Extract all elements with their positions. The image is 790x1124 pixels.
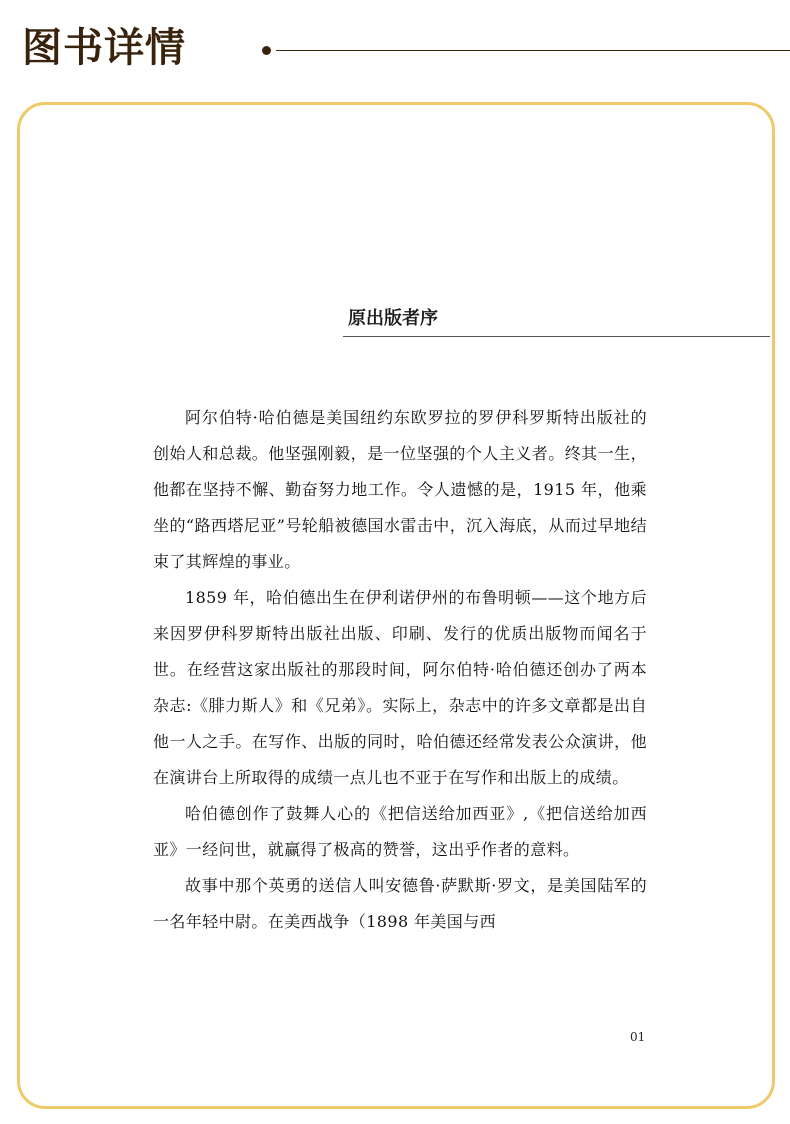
paragraph: 阿尔伯特·哈伯德是美国纽约东欧罗拉的罗伊科罗斯特出版社的创始人和总裁。他坚强刚毅，是一位坚强的个人主义者。终其一生，他都在坚持不懈、勤奋努力地工作。令人遗憾的是，1915 年，他乘坐的“路西塔尼亚”号轮船被德国水雷击中，沉入海底，从而过早地结束了其辉煌的事业。 — [153, 408, 647, 571]
header-title: 图书详情 — [22, 25, 186, 71]
paragraph: 哈伯德创作了鼓舞人心的《把信送给加西亚》,《把信送给加西亚》一经问世，就赢得了极高的赞誉，这出乎作者的意料。 — [153, 804, 647, 859]
section-title-rule — [343, 336, 770, 337]
body-text — [153, 400, 647, 940]
header-rule — [276, 50, 790, 51]
header-dot — [262, 46, 271, 55]
page-number: 01 — [630, 1030, 646, 1044]
paragraph: 1859 年，哈伯德出生在伊利诺伊州的布鲁明顿——这个地方后来因罗伊科罗斯特出版社出版、印刷、发行的优质出版物而闻名于世。在经营这家出版社的那段时间，阿尔伯特·哈伯德还创办了两本杂志:《腓力斯人》和《兄弟》。实际上，杂志中的许多文章都是出自他一人之手。在写作、出版的同时，哈伯德还经常发表公众演讲，他在演讲台上所取得的成绩一点儿也不亚于在写作和出版上的成绩。 — [153, 588, 647, 787]
paragraph: 故事中那个英勇的送信人叫安德鲁·萨默斯·罗文，是美国陆军的一名年轻中尉。在美西战争（1898 年美国与西 — [153, 876, 647, 931]
section-title: 原出版者序 — [348, 308, 438, 329]
